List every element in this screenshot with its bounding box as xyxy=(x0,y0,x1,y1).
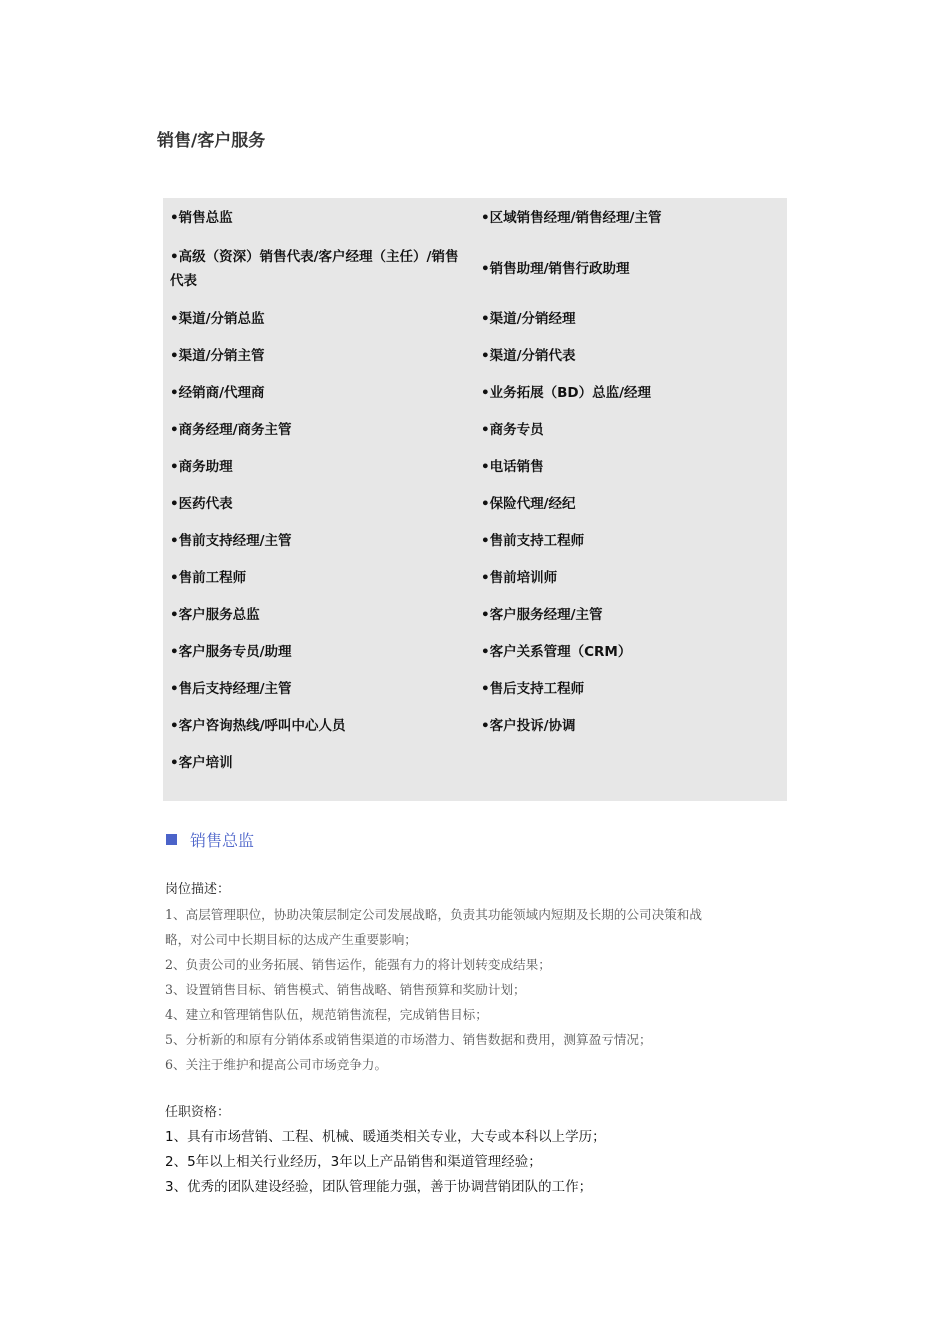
description-line: 1、高层管理职位，协助决策层制定公司发展战略，负责其功能领域内短期及长期的公司决策和战 xyxy=(165,907,702,922)
job-item: •商务专员 xyxy=(481,421,544,438)
square-bullet-icon xyxy=(166,834,177,845)
requirement-line: 1、具有市场营销、工程、机械、暖通类相关专业，大专或本科以上学历； xyxy=(165,1129,606,1145)
job-item: •售前工程师 xyxy=(170,569,247,586)
job-item: •医药代表 xyxy=(170,495,233,512)
job-item: •售前支持经理/主管 xyxy=(170,532,292,549)
job-item: •销售助理/销售行政助理 xyxy=(481,261,630,277)
job-item: •客户投诉/协调 xyxy=(481,717,576,734)
job-item: •渠道/分销总监 xyxy=(170,310,265,327)
description-line: 2、负责公司的业务拓展、销售运作，能强有力的将计划转变成结果； xyxy=(165,957,551,972)
job-item: •客户服务专员/助理 xyxy=(170,643,292,660)
job-item: •售后支持经理/主管 xyxy=(170,680,292,697)
job-item: •高级（资深）销售代表/客户经理（主任）/销售代表 xyxy=(170,249,459,289)
description-line: 4、建立和管理销售队伍，规范销售流程，完成销售目标； xyxy=(165,1007,488,1022)
job-item: •区域销售经理/销售经理/主管 xyxy=(481,210,662,226)
description-line: 5、分析新的和原有分销体系或销售渠道的市场潜力、销售数据和费用，测算盈亏情况； xyxy=(165,1032,652,1047)
page-title: 销售/客户服务 xyxy=(157,131,266,151)
job-item: •售前培训师 xyxy=(481,569,558,586)
job-item: •电话销售 xyxy=(481,458,544,475)
requirement-line: 3、优秀的团队建设经验，团队管理能力强，善于协调营销团队的工作； xyxy=(165,1179,593,1195)
description-line: 3、设置销售目标、销售模式、销售战略、销售预算和奖励计划； xyxy=(165,982,526,997)
section-heading-text: 销售总监 xyxy=(190,831,255,850)
job-item: •保险代理/经纪 xyxy=(481,495,576,512)
job-item xyxy=(481,744,780,781)
job-item: •售后支持工程师 xyxy=(481,680,585,697)
job-item: •渠道/分销代表 xyxy=(481,347,576,364)
description-line: 6、关注于维护和提高公司市场竞争力。 xyxy=(165,1057,388,1072)
job-item: •客户服务经理/主管 xyxy=(481,606,603,623)
job-item: •业务拓展（BD）总监/经理 xyxy=(481,384,652,401)
job-item: •客户服务总监 xyxy=(170,606,260,623)
job-item: •客户咨询热线/呼叫中心人员 xyxy=(170,717,346,734)
job-item: •商务助理 xyxy=(170,458,233,475)
job-category-panel xyxy=(163,198,787,801)
description-line: 略，对公司中长期目标的达成产生重要影响； xyxy=(165,932,417,947)
job-item: •销售总监 xyxy=(170,210,233,226)
job-item: •客户培训 xyxy=(170,754,233,771)
job-item: •经销商/代理商 xyxy=(170,384,265,401)
job-item: •商务经理/商务主管 xyxy=(170,421,292,438)
job-grid xyxy=(170,198,780,781)
job-item: •客户关系管理（CRM） xyxy=(481,643,632,660)
section-heading xyxy=(166,828,254,851)
requirements-title: 任职资格： xyxy=(165,1105,231,1120)
description-title: 岗位描述： xyxy=(165,882,231,897)
job-item: •渠道/分销主管 xyxy=(170,347,265,364)
requirement-line: 2、5年以上相关行业经历，3年以上产品销售和渠道管理经验； xyxy=(165,1154,542,1170)
job-item: •渠道/分销经理 xyxy=(481,310,576,327)
job-item: •售前支持工程师 xyxy=(481,532,585,549)
